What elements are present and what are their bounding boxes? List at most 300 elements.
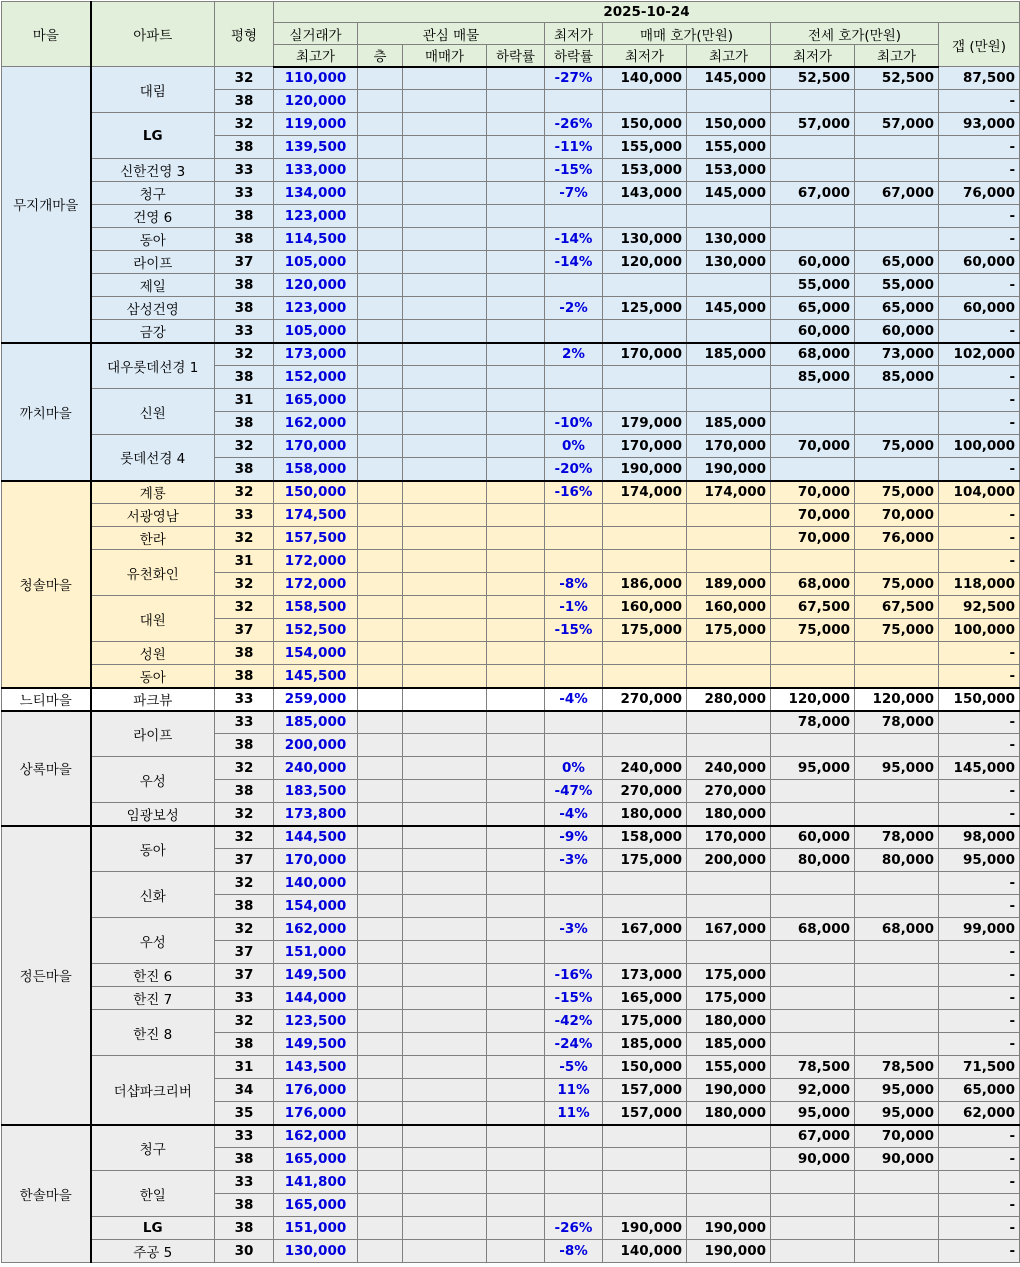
jeonse-high-cell xyxy=(855,941,939,964)
real-price-cell: 200,000 xyxy=(274,734,358,757)
interest-drop-cell xyxy=(487,1033,545,1056)
lowest-drop-header-bottom: 하락률 xyxy=(545,45,603,67)
gap-cell: 145,000 xyxy=(939,757,1020,780)
sale-low-cell xyxy=(603,1148,687,1171)
sale-high-cell: 280,000 xyxy=(687,688,771,711)
jeonse-high-cell xyxy=(855,159,939,182)
gap-cell: - xyxy=(939,1194,1020,1217)
apartment-name: 제일 xyxy=(91,274,215,297)
jeonse-low-cell: 65,000 xyxy=(771,297,855,320)
lowest-drop-cell xyxy=(545,941,603,964)
gap-cell: - xyxy=(939,90,1020,113)
jeonse-high-cell: 78,500 xyxy=(855,1056,939,1079)
interest-floor-cell xyxy=(358,274,403,297)
interest-drop-cell xyxy=(487,665,545,688)
real-price-cell: 176,000 xyxy=(274,1079,358,1102)
interest-sale-header: 매매가 xyxy=(403,45,487,67)
table-row xyxy=(2,205,1020,228)
sale-low-cell xyxy=(603,527,687,550)
gap-cell: 76,000 xyxy=(939,182,1020,205)
interest-drop-cell xyxy=(487,872,545,895)
sale-low-cell: 165,000 xyxy=(603,987,687,1010)
sale-low-cell: 143,000 xyxy=(603,182,687,205)
gap-cell: 71,500 xyxy=(939,1056,1020,1079)
lowest-drop-cell: -8% xyxy=(545,573,603,596)
sale-low-cell: 150,000 xyxy=(603,1056,687,1079)
interest-sale-cell xyxy=(403,113,487,136)
interest-sale-cell xyxy=(403,987,487,1010)
sale-low-cell: 270,000 xyxy=(603,688,687,711)
jeonse-low-cell xyxy=(771,228,855,251)
gap-cell: - xyxy=(939,780,1020,803)
sale-high-cell xyxy=(687,205,771,228)
lowest-drop-cell: 2% xyxy=(545,343,603,366)
pyeong-cell: 31 xyxy=(215,550,274,573)
pyeong-cell: 32 xyxy=(215,67,274,90)
interest-drop-cell xyxy=(487,228,545,251)
gap-cell: - xyxy=(939,1125,1020,1148)
lowest-drop-cell xyxy=(545,1148,603,1171)
pyeong-cell: 33 xyxy=(215,320,274,343)
village-name: 까치마을 xyxy=(2,343,91,481)
real-price-header-bottom: 최고가 xyxy=(274,45,358,67)
sale-high-cell: 240,000 xyxy=(687,757,771,780)
sale-low-cell xyxy=(603,895,687,918)
interest-floor-cell xyxy=(358,1240,403,1263)
jeonse-high-cell xyxy=(855,872,939,895)
interest-drop-cell xyxy=(487,642,545,665)
interest-drop-cell xyxy=(487,1010,545,1033)
village-name: 청솔마을 xyxy=(2,481,91,688)
apartment-name: 파크뷰 xyxy=(91,688,215,711)
jeonse-high-cell xyxy=(855,665,939,688)
sale-low-cell: 175,000 xyxy=(603,849,687,872)
interest-floor-cell xyxy=(358,228,403,251)
apartment-name: 라이프 xyxy=(91,711,215,757)
real-price-cell: 149,500 xyxy=(274,964,358,987)
sale-high-cell xyxy=(687,320,771,343)
lowest-drop-cell: -42% xyxy=(545,1010,603,1033)
gap-cell: - xyxy=(939,1240,1020,1263)
lowest-drop-cell: 11% xyxy=(545,1102,603,1125)
pyeong-cell: 38 xyxy=(215,228,274,251)
gap-cell: - xyxy=(939,366,1020,389)
lowest-drop-cell: -7% xyxy=(545,182,603,205)
real-price-cell: 158,000 xyxy=(274,458,358,481)
jeonse-low-cell: 67,500 xyxy=(771,596,855,619)
interest-sale-cell xyxy=(403,67,487,90)
sale-low-cell xyxy=(603,274,687,297)
interest-floor-cell xyxy=(358,619,403,642)
pyeong-cell: 33 xyxy=(215,688,274,711)
sale-ask-header: 매매 호가(만원) xyxy=(603,23,771,45)
apartment-name: 한진 6 xyxy=(91,964,215,987)
interest-sale-cell xyxy=(403,297,487,320)
table-row xyxy=(2,159,1020,182)
sale-low-cell xyxy=(603,504,687,527)
sale-low-cell: 167,000 xyxy=(603,918,687,941)
gap-cell: 87,500 xyxy=(939,67,1020,90)
jeonse-high-cell: 76,000 xyxy=(855,527,939,550)
interest-floor-cell xyxy=(358,895,403,918)
real-price-cell: 152,500 xyxy=(274,619,358,642)
interest-drop-cell xyxy=(487,1217,545,1240)
apartment-name: 임광보성 xyxy=(91,803,215,826)
lowest-drop-cell xyxy=(545,1125,603,1148)
jeonse-high-cell xyxy=(855,550,939,573)
jeonse-low-cell: 70,000 xyxy=(771,481,855,504)
interest-floor-cell xyxy=(358,665,403,688)
gap-cell: - xyxy=(939,412,1020,435)
jeonse-high-cell xyxy=(855,389,939,412)
jeonse-high-cell: 75,000 xyxy=(855,573,939,596)
interest-drop-cell xyxy=(487,619,545,642)
gap-cell: - xyxy=(939,1171,1020,1194)
jeonse-ask-header: 전세 호가(만원) xyxy=(771,23,939,45)
apartment-name: 청구 xyxy=(91,1125,215,1171)
lowest-drop-cell: -47% xyxy=(545,780,603,803)
jeonse-high-cell: 90,000 xyxy=(855,1148,939,1171)
lowest-drop-cell: -14% xyxy=(545,251,603,274)
interest-floor-cell xyxy=(358,297,403,320)
jeonse-high-cell: 120,000 xyxy=(855,688,939,711)
jeonse-low-cell xyxy=(771,136,855,159)
jeonse-low-cell xyxy=(771,205,855,228)
interest-sale-cell xyxy=(403,642,487,665)
sale-high-cell xyxy=(687,665,771,688)
sale-low-cell: 270,000 xyxy=(603,780,687,803)
interest-floor-cell xyxy=(358,1056,403,1079)
interest-drop-cell xyxy=(487,67,545,90)
interest-sale-cell xyxy=(403,90,487,113)
gap-cell: - xyxy=(939,136,1020,159)
interest-floor-cell xyxy=(358,458,403,481)
interest-floor-cell xyxy=(358,1125,403,1148)
sale-low-cell: 120,000 xyxy=(603,251,687,274)
sale-high-cell xyxy=(687,366,771,389)
interest-sale-cell xyxy=(403,274,487,297)
interest-drop-cell xyxy=(487,527,545,550)
interest-floor-cell xyxy=(358,527,403,550)
apartment-header: 아파트 xyxy=(91,2,215,67)
pyeong-cell: 38 xyxy=(215,1148,274,1171)
interest-sale-cell xyxy=(403,688,487,711)
lowest-drop-cell: -4% xyxy=(545,688,603,711)
pyeong-cell: 38 xyxy=(215,665,274,688)
lowest-drop-cell: 11% xyxy=(545,1079,603,1102)
sale-low-cell xyxy=(603,1194,687,1217)
jeonse-high-cell: 70,000 xyxy=(855,504,939,527)
sale-low-cell: 174,000 xyxy=(603,481,687,504)
jeonse-low-cell: 75,000 xyxy=(771,619,855,642)
interest-sale-cell xyxy=(403,366,487,389)
pyeong-cell: 32 xyxy=(215,757,274,780)
sale-low-cell: 186,000 xyxy=(603,573,687,596)
sale-low-cell: 185,000 xyxy=(603,1033,687,1056)
real-price-cell: 105,000 xyxy=(274,320,358,343)
interest-drop-cell xyxy=(487,435,545,458)
village-name: 한솔마을 xyxy=(2,1125,91,1263)
gap-cell: - xyxy=(939,1010,1020,1033)
real-price-cell: 183,500 xyxy=(274,780,358,803)
interest-floor-cell xyxy=(358,412,403,435)
interest-drop-cell xyxy=(487,504,545,527)
gap-cell: 100,000 xyxy=(939,435,1020,458)
pyeong-cell: 38 xyxy=(215,90,274,113)
gap-cell: - xyxy=(939,941,1020,964)
apartment-name: 대원 xyxy=(91,596,215,642)
jeonse-low-cell: 78,500 xyxy=(771,1056,855,1079)
interest-sale-cell xyxy=(403,711,487,734)
interest-floor-cell xyxy=(358,826,403,849)
apartment-name: 롯데선경 4 xyxy=(91,435,215,481)
sale-high-cell: 153,000 xyxy=(687,159,771,182)
jeonse-high-cell: 52,500 xyxy=(855,67,939,90)
gap-cell: - xyxy=(939,205,1020,228)
table-row xyxy=(2,688,1020,711)
interest-drop-cell xyxy=(487,826,545,849)
pyeong-cell: 37 xyxy=(215,251,274,274)
real-price-cell: 144,000 xyxy=(274,987,358,1010)
jeonse-low-cell xyxy=(771,1194,855,1217)
apartment-name: 더샵파크리버 xyxy=(91,1056,215,1125)
lowest-drop-cell xyxy=(545,90,603,113)
pyeong-cell: 38 xyxy=(215,642,274,665)
pyeong-cell: 33 xyxy=(215,1125,274,1148)
apartment-name: LG xyxy=(91,113,215,159)
lowest-drop-cell: -2% xyxy=(545,297,603,320)
sale-high-cell: 160,000 xyxy=(687,596,771,619)
gap-cell: - xyxy=(939,964,1020,987)
lowest-drop-cell xyxy=(545,711,603,734)
real-price-cell: 172,000 xyxy=(274,550,358,573)
real-price-cell: 152,000 xyxy=(274,366,358,389)
interest-floor-cell xyxy=(358,182,403,205)
interest-floor-cell xyxy=(358,550,403,573)
interest-sale-cell xyxy=(403,573,487,596)
jeonse-high-cell xyxy=(855,642,939,665)
gap-cell: - xyxy=(939,389,1020,412)
jeonse-low-cell: 68,000 xyxy=(771,343,855,366)
jeonse-high-cell: 75,000 xyxy=(855,619,939,642)
pyeong-cell: 32 xyxy=(215,573,274,596)
sale-high-cell xyxy=(687,1125,771,1148)
gap-cell: 92,500 xyxy=(939,596,1020,619)
lowest-drop-cell: -8% xyxy=(545,1240,603,1263)
real-price-cell: 162,000 xyxy=(274,1125,358,1148)
jeonse-high-cell: 65,000 xyxy=(855,297,939,320)
real-price-cell: 123,000 xyxy=(274,297,358,320)
table-row xyxy=(2,1056,1020,1079)
interest-sale-cell xyxy=(403,757,487,780)
lowest-drop-cell: -15% xyxy=(545,987,603,1010)
interest-floor-cell xyxy=(358,205,403,228)
interest-drop-cell xyxy=(487,159,545,182)
interest-sale-cell xyxy=(403,1194,487,1217)
jeonse-low-cell: 120,000 xyxy=(771,688,855,711)
jeonse-low-cell xyxy=(771,1240,855,1263)
sale-high-cell xyxy=(687,389,771,412)
sale-high-cell xyxy=(687,1148,771,1171)
sale-high-cell xyxy=(687,734,771,757)
sale-low-cell: 125,000 xyxy=(603,297,687,320)
pyeong-cell: 32 xyxy=(215,527,274,550)
pyeong-cell: 32 xyxy=(215,596,274,619)
pyeong-cell: 38 xyxy=(215,274,274,297)
pyeong-cell: 38 xyxy=(215,205,274,228)
sale-high-cell xyxy=(687,711,771,734)
jeonse-low-cell: 70,000 xyxy=(771,527,855,550)
real-price-cell: 162,000 xyxy=(274,412,358,435)
gap-cell: 99,000 xyxy=(939,918,1020,941)
sale-high-cell: 167,000 xyxy=(687,918,771,941)
interest-sale-cell xyxy=(403,1125,487,1148)
sale-low-cell xyxy=(603,734,687,757)
jeonse-high-cell: 80,000 xyxy=(855,849,939,872)
jeonse-low-cell: 60,000 xyxy=(771,826,855,849)
interest-sale-cell xyxy=(403,251,487,274)
real-price-cell: 143,500 xyxy=(274,1056,358,1079)
real-price-cell: 114,500 xyxy=(274,228,358,251)
jeonse-low-cell xyxy=(771,1217,855,1240)
interest-floor-cell xyxy=(358,1148,403,1171)
table-row xyxy=(2,251,1020,274)
jeonse-high-cell: 67,500 xyxy=(855,596,939,619)
pyeong-cell: 37 xyxy=(215,849,274,872)
interest-drop-cell xyxy=(487,182,545,205)
interest-floor-cell xyxy=(358,734,403,757)
sale-low-cell: 170,000 xyxy=(603,343,687,366)
jeonse-low-cell xyxy=(771,734,855,757)
gap-cell: - xyxy=(939,1148,1020,1171)
jeonse-low-cell: 95,000 xyxy=(771,757,855,780)
interest-drop-cell xyxy=(487,895,545,918)
lowest-drop-cell: -26% xyxy=(545,1217,603,1240)
interest-floor-cell xyxy=(358,366,403,389)
interest-floor-cell xyxy=(358,136,403,159)
sale-low-cell: 157,000 xyxy=(603,1079,687,1102)
table-row xyxy=(2,274,1020,297)
interest-sale-cell xyxy=(403,481,487,504)
sale-low-cell: 190,000 xyxy=(603,458,687,481)
table-row xyxy=(2,964,1020,987)
apartment-name: 우성 xyxy=(91,918,215,964)
interest-drop-cell xyxy=(487,573,545,596)
interest-drop-cell xyxy=(487,918,545,941)
apartment-name: 대우롯데선경 1 xyxy=(91,343,215,389)
table-row xyxy=(2,67,1020,90)
interest-sale-cell xyxy=(403,1056,487,1079)
interest-floor-cell xyxy=(358,757,403,780)
apartment-name: 삼성건영 xyxy=(91,297,215,320)
interest-drop-cell xyxy=(487,780,545,803)
sale-high-cell: 145,000 xyxy=(687,182,771,205)
sale-high-cell: 185,000 xyxy=(687,343,771,366)
interest-sale-cell xyxy=(403,435,487,458)
interest-sale-cell xyxy=(403,872,487,895)
sale-high-cell: 145,000 xyxy=(687,67,771,90)
sale-high-cell xyxy=(687,872,771,895)
jeonse-low-cell: 52,500 xyxy=(771,67,855,90)
gap-cell: - xyxy=(939,642,1020,665)
real-price-cell: 140,000 xyxy=(274,872,358,895)
jeonse-low-cell: 57,000 xyxy=(771,113,855,136)
sale-low-cell: 157,000 xyxy=(603,1102,687,1125)
pyeong-cell: 31 xyxy=(215,389,274,412)
sale-high-cell xyxy=(687,274,771,297)
apartment-name: 건영 6 xyxy=(91,205,215,228)
date-header: 2025-10-24 xyxy=(274,2,1020,23)
table-row xyxy=(2,550,1020,573)
lowest-drop-cell xyxy=(545,527,603,550)
real-price-cell: 259,000 xyxy=(274,688,358,711)
table-row xyxy=(2,872,1020,895)
gap-cell: 104,000 xyxy=(939,481,1020,504)
gap-cell: 60,000 xyxy=(939,251,1020,274)
interest-sale-cell xyxy=(403,527,487,550)
table-row xyxy=(2,1125,1020,1148)
sale-high-cell: 180,000 xyxy=(687,1010,771,1033)
sale-high-cell: 190,000 xyxy=(687,1217,771,1240)
lowest-drop-cell: -14% xyxy=(545,228,603,251)
pyeong-cell: 35 xyxy=(215,1102,274,1125)
jeonse-high-cell xyxy=(855,458,939,481)
interest-sale-cell xyxy=(403,1240,487,1263)
interest-floor-cell xyxy=(358,435,403,458)
sale-high-cell: 200,000 xyxy=(687,849,771,872)
jeonse-high-cell: 57,000 xyxy=(855,113,939,136)
jeonse-low-cell: 67,000 xyxy=(771,1125,855,1148)
real-price-cell: 120,000 xyxy=(274,274,358,297)
table-row xyxy=(2,1217,1020,1240)
lowest-drop-cell xyxy=(545,1171,603,1194)
village-name: 상록마을 xyxy=(2,711,91,826)
sale-low-cell xyxy=(603,205,687,228)
jeonse-low-header: 최저가 xyxy=(771,45,855,67)
interest-drop-cell xyxy=(487,1240,545,1263)
interest-drop-cell xyxy=(487,320,545,343)
pyeong-cell: 30 xyxy=(215,1240,274,1263)
interest-drop-cell xyxy=(487,458,545,481)
sale-low-cell: 150,000 xyxy=(603,113,687,136)
interest-sale-cell xyxy=(403,343,487,366)
gap-cell: - xyxy=(939,803,1020,826)
interest-sale-cell xyxy=(403,941,487,964)
interest-drop-cell xyxy=(487,550,545,573)
gap-cell: - xyxy=(939,159,1020,182)
sale-low-cell: 190,000 xyxy=(603,1217,687,1240)
apartment-name: 대림 xyxy=(91,67,215,113)
real-price-cell: 172,000 xyxy=(274,573,358,596)
pyeong-cell: 32 xyxy=(215,481,274,504)
apartment-name: LG xyxy=(91,1217,215,1240)
village-name: 느티마을 xyxy=(2,688,91,711)
jeonse-low-cell: 55,000 xyxy=(771,274,855,297)
gap-cell: - xyxy=(939,987,1020,1010)
interest-sale-cell xyxy=(403,1033,487,1056)
interest-floor-cell xyxy=(358,67,403,90)
lowest-drop-cell xyxy=(545,665,603,688)
table-row xyxy=(2,803,1020,826)
interest-sale-cell xyxy=(403,550,487,573)
interest-sale-cell xyxy=(403,918,487,941)
interest-floor-cell xyxy=(358,964,403,987)
jeonse-low-cell xyxy=(771,665,855,688)
pyeong-cell: 32 xyxy=(215,872,274,895)
jeonse-high-cell xyxy=(855,895,939,918)
interest-drop-cell xyxy=(487,688,545,711)
lowest-drop-cell xyxy=(545,734,603,757)
